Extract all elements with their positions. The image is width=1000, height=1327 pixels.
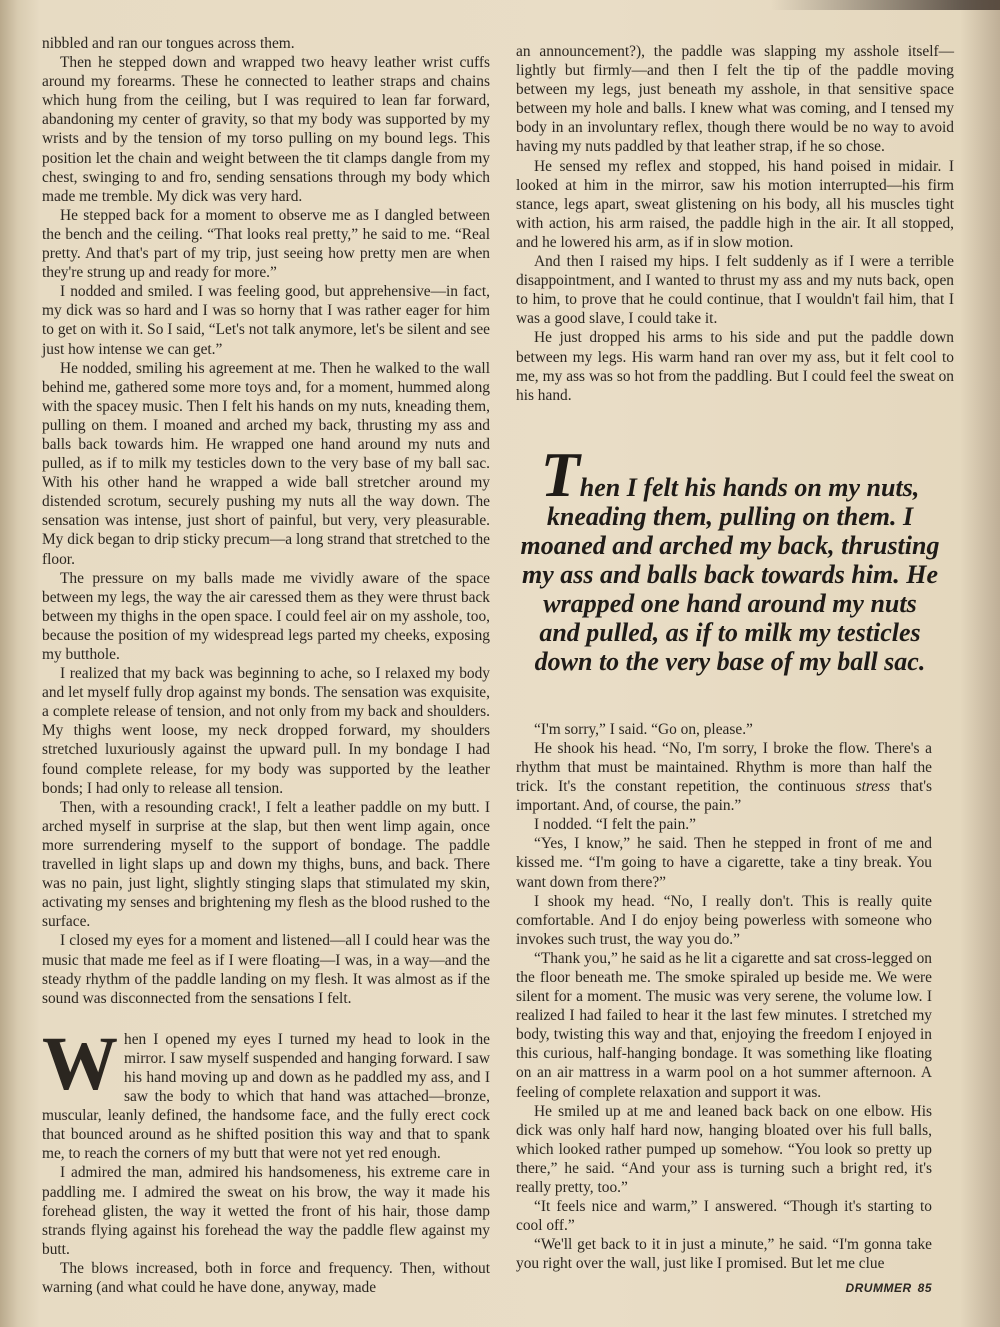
- paragraph: nibbled and ran our tongues across them.: [42, 35, 295, 52]
- paragraph: I admired the man, admired his handsomeness, his extreme care in paddling me. I admired the sweat on his brow, the way it made his forehead glisten, the way it wetted the front of his hair, those damp strands flying against his forehead the way the paddle flew against my butt.: [42, 1164, 490, 1258]
- pull-quote-text: hen I felt his hands on my nuts, kneading them, pulling on them. I moaned and arched my back, thrusting my ass and balls back towards him. He wrapped one hand around my nuts and pulled, as if to milk my testicles down to the very base of my ball sac.: [520, 472, 940, 676]
- page-footer: [516, 1280, 932, 1296]
- paragraph: I nodded and smiled. I was feeling good, but apprehensive—in fact, my dick was so hard and I was so horny that I was rather eager for him to get on with it. So I said, “Let's not talk anymore, let's be silent and see just how intense we can get.”: [42, 283, 490, 358]
- paragraph: Then he stepped down and wrapped two heavy leather wrist cuffs around my forearms. These he connected to leather straps and chains which hung from the ceiling, but I was required to lean far forward, abandoning my center of gravity, so that my body was supported by my wrists and by the tension of my torso pulling on my bound legs. This position let the chain and weight between the tit clamps dangle from my chest, swinging to and fro, sending sensations through my body which made me tremble. My dick was very hard.: [42, 54, 490, 205]
- left-column: [42, 34, 490, 1297]
- paragraph-text: He shook his head. “No, I'm sorry, I broke the flow. There's a rhythm that must be maintained. Rhythm is more than half the trick. It's the constant repetition, the continuous: [516, 739, 932, 796]
- page-edge-shadow: [960, 0, 1000, 1327]
- section-start-paragraph: [42, 1021, 490, 1164]
- paragraph: “Thank you,” he said as he lit a cigarette and sat cross-legged on the floor beneath me. The smoke spiraled up beside me. We were silent for a moment. The music was very serene, the volume low. I realized I had failed to hear it the last few minutes. I stretched my body, twisting this way and that, enjoying the freedom I enjoyed in this curious, half-hanging bondage. It was something like floating on an air mattress in a warm pool on a hot summer afternoon. A feeling of complete relaxation and support it was.: [516, 949, 932, 1101]
- paragraph: The blows increased, both in force and frequency. Then, without warning (and what could he have done, anyway, made: [42, 1259, 490, 1296]
- paragraph: And then I raised my hips. I felt suddenly as if I were a terrible disappointment, and I wanted to thrust my ass and my nuts back, open to him, to prove that he could continue, that I wouldn't fail him, that I was a good slave, I could take it.: [516, 253, 954, 328]
- paragraph: Then, with a resounding crack!, I felt a leather paddle on my butt. I arched myself in surprise at the slap, but then went limp again, once more surrendering myself to the support of bondage. The paddle travelled in light slaps up and down my thighs, buns, and back. There was no pain, just light, slightly stinging slaps that stimulated my skin, activating my senses and brightening my flesh as the blood rushed to the surface.: [42, 798, 490, 931]
- paragraph-text: hen I opened my eyes I turned my head to look in the mirror. I saw myself suspended and hanging forward. I saw his hand moving up and down as he paddled my ass, and I saw the body to which that hand was attached—bronze, muscular, leanly defined, the handsome face, and the fully erect cock that bounced around as he shifted position this way and that to spank me, to reach the corners of my butt that were not yet red enough.: [42, 1030, 490, 1163]
- paragraph: He sensed my reflex and stopped, his hand poised in midair. I looked at him in the mirror, saw his motion interrupted—his firm stance, legs apart, sweat glistening on his body, all his muscles tight with action, his arm raised, the paddle high in the air. It all stopped, and he lowered his arm, as if in slow motion.: [516, 157, 954, 251]
- paragraph: I nodded. “I felt the pain.”: [534, 816, 696, 834]
- right-column-top: [516, 42, 954, 405]
- paragraph: The pressure on my balls made me vividly aware of the space between my legs, the way the air caressed them as they were thrust back between my thighs in the open space. I could feel air on my asshole, too, because the position of my widespread legs parted my cheeks, exposing my butthole.: [42, 569, 490, 663]
- right-column-bottom: [516, 720, 932, 1274]
- drop-cap: W: [42, 1021, 118, 1106]
- paragraph-text: that's important. And, of course, the pain.”: [516, 778, 932, 815]
- paragraph: I shook my head. “No, I really don't. This is really quite comfortable. And I do enjoy being powerless with someone who invokes such trust, the way you do.”: [516, 892, 932, 948]
- magazine-name: DRUMMER: [845, 1280, 912, 1295]
- paragraph: “Yes, I know,” he said. Then he stepped in front of me and kissed me. “I'm going to have a cigarette, take a tiny break. You want down from there?”: [516, 835, 932, 891]
- paragraph: He smiled up at me and leaned back back on one elbow. His dick was only half hard now, hanging bloated over his full balls, which looked rather pumped up somehow. “You look so pretty up there,” he said. “And your ass is turning such a bright red, it's really pretty, too.”: [516, 1102, 932, 1197]
- paragraph: [516, 739, 932, 815]
- paragraph: “It feels nice and warm,” I answered. “Though it's starting to cool off.”: [516, 1198, 932, 1235]
- right-column: [516, 42, 954, 1296]
- pull-quote-initial: T: [540, 438, 580, 510]
- page-number: 85: [917, 1280, 932, 1295]
- paragraph: I closed my eyes for a moment and listened—all I could hear was the music that made me feel as if I were floating—I was, in a way—and the steady rhythm of the paddle landing on my flesh. It was almost as if the sound was disconnected from the sensations I felt.: [42, 932, 490, 1007]
- paragraph: He stepped back for a moment to observe me as I dangled between the bench and the ceiling. “That looks real pretty,” he said to me. “Real pretty. And that's part of my trip, just seeing how pretty men are when they're strung up and ready for more.”: [42, 206, 490, 282]
- paragraph: an announcement?), the paddle was slapping my asshole itself—lightly but firmly—and then I felt the tip of the paddle moving between my legs, just beneath my asshole, in that sensitive space between my hole and balls. I knew what was coming, and I tensed my body in an involuntary reflex, though there would be no way to avoid having my nuts paddled by that leather strap, if he so chose.: [516, 43, 954, 156]
- pull-quote: [520, 438, 940, 676]
- paragraph: He just dropped his arms to his side and put the paddle down between my legs. His warm hand ran over my ass, but it felt cool to me, my ass was so hot from the paddling. But I could feel the sweat on his hand.: [516, 329, 954, 404]
- paragraph: “We'll get back to it in just a minute,” he said. “I'm gonna take you right over the wall, just like I promised. But let me clue: [516, 1236, 932, 1273]
- paragraph: I realized that my back was beginning to ache, so I relaxed my body and let myself fully drop against my bonds. The sensation was exquisite, a complete release of tension, and not only from my back and shoulders. My thighs went loose, my neck dropped forward, my shoulders stretched luxuriously against the upward pull. In my bondage I had found complete release, for my body was supported by the leather bonds; I had only to release all tension.: [42, 665, 490, 797]
- paragraph: He nodded, smiling his agreement at me. Then he walked to the wall behind me, gathered some more toys and, for a moment, hummed along with the spacey music. Then I felt his hands on my nuts, kneading them, pulling on them. I moaned and arched my back, thrusting my ass and balls back towards him. He wrapped one hand around my nuts and pulled, as if to milk my testicles down to the very base of my ball sac. With his other hand he wrapped a wide ball stretcher around my distended scrotum, securely pushing my nuts all the way down. The sensation was intense, just short of painful, but very, very pleasurable. My dick began to drip sticky precum—a long strand that stretched to the floor.: [42, 359, 490, 568]
- emphasis: stress: [855, 778, 891, 796]
- paragraph: “I'm sorry,” I said. “Go on, please.”: [534, 720, 753, 738]
